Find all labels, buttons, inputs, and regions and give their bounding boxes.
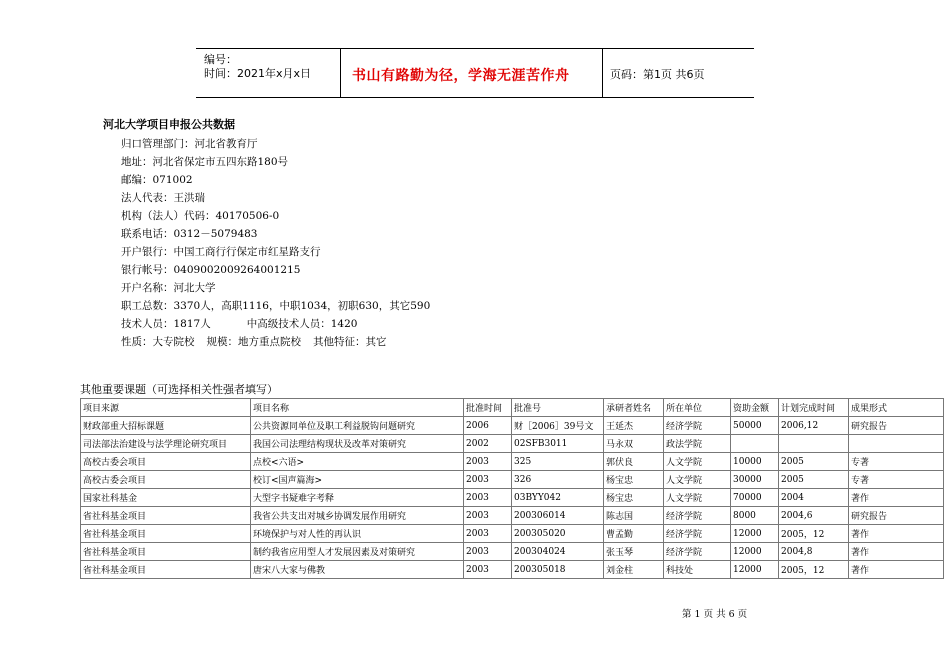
cell-name: 我省公共支出对城乡协调发展作用研究 bbox=[251, 507, 464, 525]
cell-number: 200304024 bbox=[512, 543, 604, 561]
table-header-row bbox=[81, 399, 944, 417]
cell-researcher: 刘金柱 bbox=[604, 561, 664, 579]
table-row bbox=[81, 471, 944, 489]
cell-source: 省社科基金项目 bbox=[81, 507, 251, 525]
header-divider bbox=[602, 49, 603, 97]
cell-researcher: 曹孟勤 bbox=[604, 525, 664, 543]
cell-deadline: 2005 bbox=[779, 471, 849, 489]
cell-funding: 12000 bbox=[731, 543, 779, 561]
cell-deadline: 2004,6 bbox=[779, 507, 849, 525]
cell-date: 2002 bbox=[464, 435, 512, 453]
cell-number: 325 bbox=[512, 453, 604, 471]
table-row bbox=[81, 525, 944, 543]
projects-table bbox=[80, 398, 944, 579]
senior-tech-staff: 中高级技术人员：1420 bbox=[246, 318, 358, 330]
info-line: 职工总数：3370人，高职1116，中职1034，初职630，其它590 bbox=[121, 300, 431, 312]
cell-deadline: 2004,8 bbox=[779, 543, 849, 561]
cell-source: 省社科基金项目 bbox=[81, 525, 251, 543]
cell-name: 制约我省应用型人才发展因素及对策研究 bbox=[251, 543, 464, 561]
cell-date: 2003 bbox=[464, 453, 512, 471]
cell-deadline: 2005，12 bbox=[779, 561, 849, 579]
info-line: 机构（法人）代码：40170506-0 bbox=[121, 210, 280, 222]
cell-output: 著作 bbox=[849, 561, 944, 579]
cell-output: 专著 bbox=[849, 471, 944, 489]
cell-researcher: 王延杰 bbox=[604, 417, 664, 435]
cell-number: 326 bbox=[512, 471, 604, 489]
table-row bbox=[81, 453, 944, 471]
cell-researcher: 陈志国 bbox=[604, 507, 664, 525]
other-feature: 其他特征：其它 bbox=[313, 336, 387, 348]
table-row bbox=[81, 417, 944, 435]
cell-number: 200305018 bbox=[512, 561, 604, 579]
cell-source: 国家社科基金 bbox=[81, 489, 251, 507]
cell-name: 唐宋八大家与佛教 bbox=[251, 561, 464, 579]
table-row bbox=[81, 489, 944, 507]
cell-deadline: 2005，12 bbox=[779, 525, 849, 543]
info-line: 法人代表：王洪瑞 bbox=[121, 192, 205, 204]
table-row bbox=[81, 507, 944, 525]
cell-source: 省社科基金项目 bbox=[81, 543, 251, 561]
cell-output: 著作 bbox=[849, 525, 944, 543]
cell-date: 2003 bbox=[464, 507, 512, 525]
info-line: 归口管理部门：河北省教育厅 bbox=[121, 138, 258, 150]
date-label: 时间：2021年x月x日 bbox=[204, 67, 312, 80]
cell-date: 2003 bbox=[464, 561, 512, 579]
cell-number: 03BYY042 bbox=[512, 489, 604, 507]
cell-source: 司法部法治建设与法学理论研究项目 bbox=[81, 435, 251, 453]
header-cell-deadline: 计划完成时间 bbox=[779, 399, 849, 417]
cell-unit: 人文学院 bbox=[664, 471, 731, 489]
cell-funding: 50000 bbox=[731, 417, 779, 435]
table-row bbox=[81, 435, 944, 453]
cell-output: 著作 bbox=[849, 543, 944, 561]
info-line: 邮编：071002 bbox=[121, 174, 193, 186]
info-line: 地址：河北省保定市五四东路180号 bbox=[121, 156, 289, 168]
cell-deadline: 2005 bbox=[779, 453, 849, 471]
page-footer: 第 1 页 共 6 页 bbox=[682, 609, 748, 620]
info-block bbox=[121, 135, 430, 351]
document-title: 河北大学项目申报公共数据 bbox=[103, 118, 235, 131]
cell-name: 我国公司法理结构现状及改革对策研究 bbox=[251, 435, 464, 453]
header-cell-number: 批准号 bbox=[512, 399, 604, 417]
code-label: 编号： bbox=[204, 53, 237, 66]
cell-date: 2003 bbox=[464, 543, 512, 561]
cell-funding: 12000 bbox=[731, 561, 779, 579]
scale: 规模：地方重点院校 bbox=[206, 336, 301, 348]
info-line-nature bbox=[121, 333, 430, 351]
cell-output: 研究报告 bbox=[849, 507, 944, 525]
cell-unit: 政法学院 bbox=[664, 435, 731, 453]
cell-output: 专著 bbox=[849, 453, 944, 471]
info-line-tech bbox=[121, 315, 430, 333]
cell-unit: 经济学院 bbox=[664, 507, 731, 525]
cell-unit: 经济学院 bbox=[664, 417, 731, 435]
cell-name: 校订<国声篇海> bbox=[251, 471, 464, 489]
info-line: 开户名称：河北大学 bbox=[121, 282, 216, 294]
info-line: 银行帐号：0409002009264001215 bbox=[121, 264, 301, 276]
cell-name: 点校<六语> bbox=[251, 453, 464, 471]
section-title: 其他重要课题（可选择相关性强者填写） bbox=[80, 383, 278, 396]
cell-number: 02SFB3011 bbox=[512, 435, 604, 453]
cell-deadline: 2004 bbox=[779, 489, 849, 507]
cell-unit: 科技处 bbox=[664, 561, 731, 579]
cell-funding: 70000 bbox=[731, 489, 779, 507]
cell-funding bbox=[731, 435, 779, 453]
cell-funding: 8000 bbox=[731, 507, 779, 525]
table-row bbox=[81, 543, 944, 561]
cell-researcher: 郭伏良 bbox=[604, 453, 664, 471]
cell-date: 2003 bbox=[464, 471, 512, 489]
cell-name: 环境保护与对人性的再认识 bbox=[251, 525, 464, 543]
cell-number: 200306014 bbox=[512, 507, 604, 525]
nature: 性质：大专院校 bbox=[121, 336, 195, 348]
header-cell-name: 项目名称 bbox=[251, 399, 464, 417]
cell-date: 2003 bbox=[464, 489, 512, 507]
header-motto: 书山有路勤为径，学海无涯苦作舟 bbox=[352, 68, 570, 84]
cell-source: 高校古委会项目 bbox=[81, 471, 251, 489]
header-divider bbox=[340, 49, 341, 97]
cell-date: 2003 bbox=[464, 525, 512, 543]
page-indicator: 页码：第1页 共6页 bbox=[610, 68, 705, 81]
header-cell-output: 成果形式 bbox=[849, 399, 944, 417]
cell-number: 财［2006］39号文 bbox=[512, 417, 604, 435]
cell-source: 高校古委会项目 bbox=[81, 453, 251, 471]
cell-researcher: 马永双 bbox=[604, 435, 664, 453]
tech-staff: 技术人员：1817人 bbox=[121, 318, 211, 330]
cell-output: 著作 bbox=[849, 489, 944, 507]
page-header bbox=[196, 48, 754, 98]
cell-output: 研究报告 bbox=[849, 417, 944, 435]
info-line: 联系电话：0312－5079483 bbox=[121, 228, 258, 240]
cell-number: 200305020 bbox=[512, 525, 604, 543]
cell-name: 大型字书疑难字考释 bbox=[251, 489, 464, 507]
cell-unit: 人文学院 bbox=[664, 453, 731, 471]
table-row bbox=[81, 561, 944, 579]
cell-funding: 12000 bbox=[731, 525, 779, 543]
header-cell-researcher: 承研者姓名 bbox=[604, 399, 664, 417]
cell-source: 省社科基金项目 bbox=[81, 561, 251, 579]
cell-deadline: 2006,12 bbox=[779, 417, 849, 435]
cell-unit: 人文学院 bbox=[664, 489, 731, 507]
header-cell-unit: 所在单位 bbox=[664, 399, 731, 417]
cell-researcher: 杨宝忠 bbox=[604, 471, 664, 489]
cell-date: 2006 bbox=[464, 417, 512, 435]
cell-unit: 经济学院 bbox=[664, 525, 731, 543]
cell-unit: 经济学院 bbox=[664, 543, 731, 561]
cell-researcher: 张玉琴 bbox=[604, 543, 664, 561]
cell-funding: 10000 bbox=[731, 453, 779, 471]
cell-funding: 30000 bbox=[731, 471, 779, 489]
info-line: 开户银行：中国工商行行保定市红星路支行 bbox=[121, 246, 321, 258]
header-cell-funding: 资助金额 bbox=[731, 399, 779, 417]
cell-name: 公共资源同单位及职工利益脱钩问题研究 bbox=[251, 417, 464, 435]
cell-output bbox=[849, 435, 944, 453]
cell-researcher: 杨宝忠 bbox=[604, 489, 664, 507]
cell-deadline bbox=[779, 435, 849, 453]
header-cell-date: 批准时间 bbox=[464, 399, 512, 417]
cell-source: 财政部重大招标课题 bbox=[81, 417, 251, 435]
header-cell-source: 项目来源 bbox=[81, 399, 251, 417]
